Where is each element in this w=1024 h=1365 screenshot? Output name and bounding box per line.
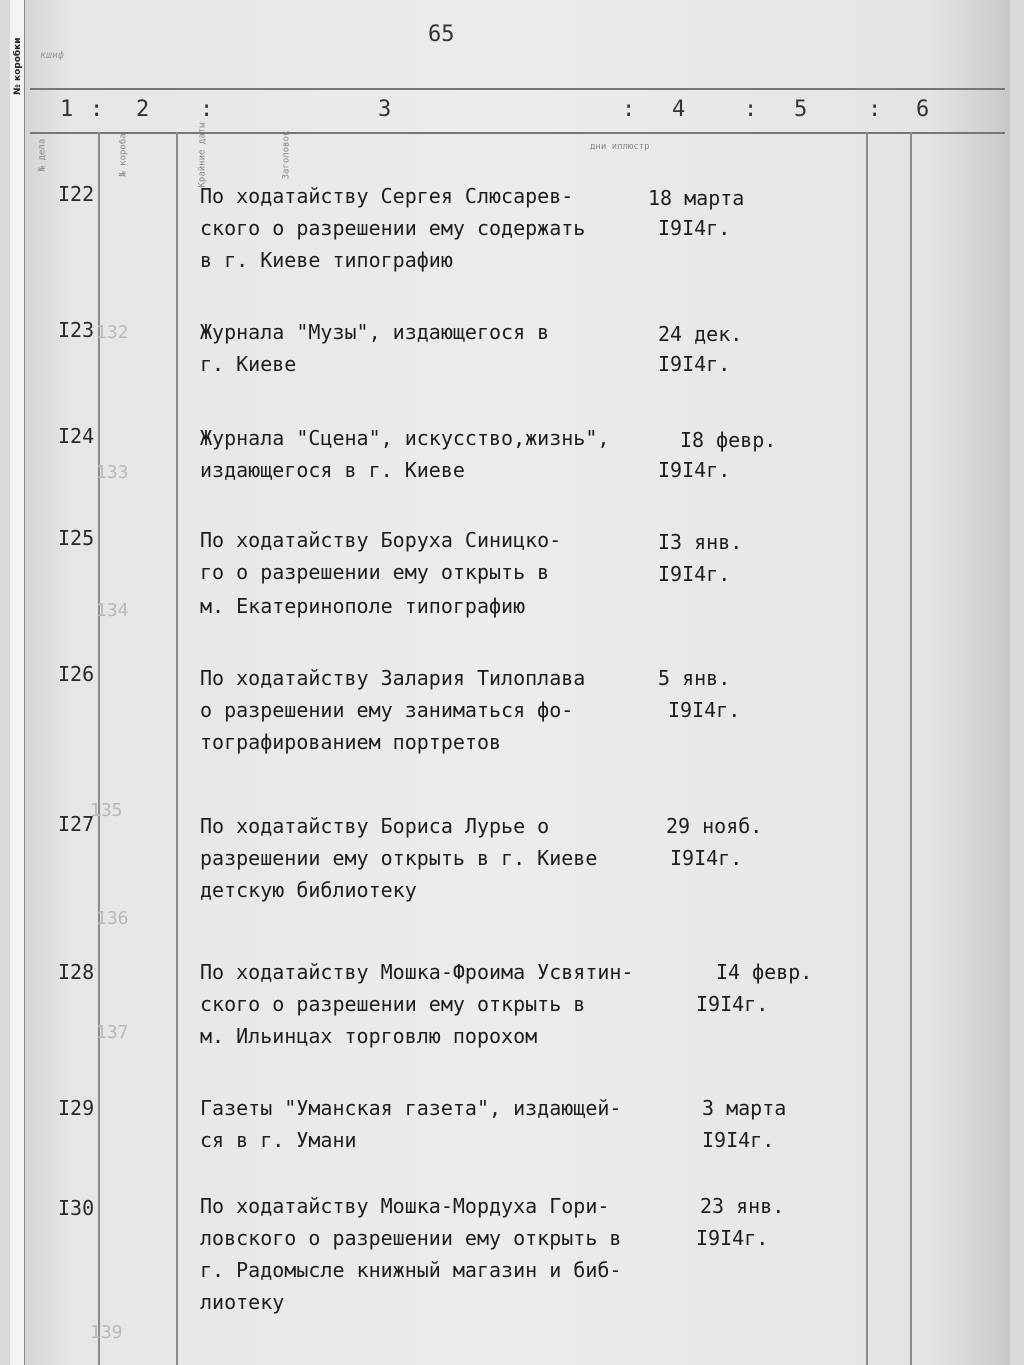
column-divider-3 [866, 132, 868, 1365]
entry-date-year: I9I4г. [658, 352, 731, 376]
column-header-6: 6 [916, 97, 930, 122]
ghost-number: 137 [96, 1022, 129, 1043]
entry-text-line: По ходатайству Мошка-Мордуха Гори- [200, 1194, 610, 1218]
entry-text-line: о разрешении ему заниматься фо- [200, 698, 574, 722]
entry-date-day: I3 янв. [658, 530, 743, 554]
sub-header-dates: Крайние даты [197, 122, 208, 188]
entry-number: I25 [58, 526, 95, 550]
entry-date-day: 5 янв. [658, 666, 731, 690]
entry-text-line: По ходатайству Мошка-Фроима Усвятин- [200, 960, 634, 984]
column-separator: : [90, 97, 104, 122]
entry-text-line: ского о разрешении ему содержать [200, 216, 586, 240]
entry-number: I29 [58, 1096, 95, 1120]
entry-date-day: 3 марта [702, 1096, 787, 1120]
entry-date-day: 18 марта [648, 186, 745, 210]
sub-header-case-number: № дела [37, 138, 48, 172]
entry-number: I30 [58, 1196, 95, 1220]
page-number: 65 [428, 22, 455, 47]
column-header-1: 1 [60, 97, 74, 122]
entry-number: I22 [58, 182, 95, 206]
column-header-2: 2 [136, 97, 150, 122]
entry-number: I23 [58, 318, 95, 342]
column-divider-2 [176, 132, 178, 1365]
entry-date-year: I9I4г. [658, 216, 731, 240]
entry-date-day: 23 янв. [700, 1194, 785, 1218]
entry-text-line: г. Киеве [200, 352, 297, 376]
entry-text-line: ся в г. Умани [200, 1128, 357, 1152]
entry-text-line: Журнала "Музы", издающегося в [200, 320, 550, 344]
entry-text-line: По ходатайству Залария Тилоплава [200, 666, 586, 690]
entry-number: I28 [58, 960, 95, 984]
entry-text-line: разрешении ему открыть в г. Киеве [200, 846, 598, 870]
ghost-number: 132 [96, 322, 129, 343]
entry-text-line: ского о разрешении ему открыть в [200, 992, 586, 1016]
header-rule-top [30, 88, 1005, 90]
entry-text-line: го о разрешении ему открыть в [200, 560, 550, 584]
entry-date-year: I9I4г. [658, 458, 731, 482]
ghost-number: 135 [90, 800, 123, 821]
ghost-number: 133 [96, 462, 129, 483]
ghost-number: 134 [96, 600, 129, 621]
ghost-number: 136 [96, 908, 129, 929]
column-divider-1 [98, 132, 100, 1365]
entry-text-line: в г. Киеве типографию [200, 248, 453, 272]
entry-text-line: По ходатайству Боруха Синицко- [200, 528, 562, 552]
faint-stamp-text: кшиф [40, 50, 65, 61]
entry-text-line: лиотеку [200, 1290, 285, 1314]
column-header-5: 5 [794, 97, 808, 122]
entry-date-day: I4 февр. [716, 960, 813, 984]
entry-number: I24 [58, 424, 95, 448]
archive-page [10, 0, 1010, 1365]
entry-text-line: По ходатайству Сергея Слюсарев- [200, 184, 574, 208]
sub-header-title: Заголовок [281, 130, 292, 180]
column-separator: : [868, 97, 882, 122]
entry-text-line: издающегося в г. Киеве [200, 458, 465, 482]
sub-header-illustrations: дни иллюстр [590, 142, 650, 152]
entry-date-day: 29 нояб. [666, 814, 763, 838]
entry-date-year: I9I4г. [668, 698, 741, 722]
ghost-number: 139 [90, 1322, 123, 1343]
entry-date-year: I9I4г. [696, 1226, 769, 1250]
entry-text-line: Журнала "Сцена", искусство,жизнь", [200, 426, 610, 450]
sub-header-box-number: № короба [118, 133, 129, 177]
entry-number: I27 [58, 812, 95, 836]
entry-text-line: детскую библиотеку [200, 878, 417, 902]
entry-text-line: м. Ильинцах торговлю порохом [200, 1024, 538, 1048]
column-header-3: 3 [378, 97, 392, 122]
entry-date-year: I9I4г. [702, 1128, 775, 1152]
column-divider-4 [910, 132, 912, 1365]
box-number-label: № коробки [13, 37, 23, 95]
entry-text-line: г. Радомысле книжный магазин и биб- [200, 1258, 622, 1282]
column-separator: : [200, 97, 214, 122]
entry-date-year: I9I4г. [696, 992, 769, 1016]
entry-text-line: Газеты "Уманская газета", издающей- [200, 1096, 622, 1120]
entry-date-day: I8 февр. [680, 428, 777, 452]
entry-text-line: ловского о разрешении ему открыть в [200, 1226, 622, 1250]
column-separator: : [622, 97, 636, 122]
entry-date-day: 24 дек. [658, 322, 743, 346]
entry-text-line: м. Екатеринополе типографию [200, 594, 526, 618]
entry-text-line: тографированием портретов [200, 730, 502, 754]
column-separator: : [744, 97, 758, 122]
entry-text-line: По ходатайству Бориса Лурье о [200, 814, 550, 838]
entry-date-year: I9I4г. [670, 846, 743, 870]
entry-date-year: I9I4г. [658, 562, 731, 586]
binding-strip [10, 0, 25, 1365]
entry-number: I26 [58, 662, 95, 686]
column-header-4: 4 [672, 97, 686, 122]
